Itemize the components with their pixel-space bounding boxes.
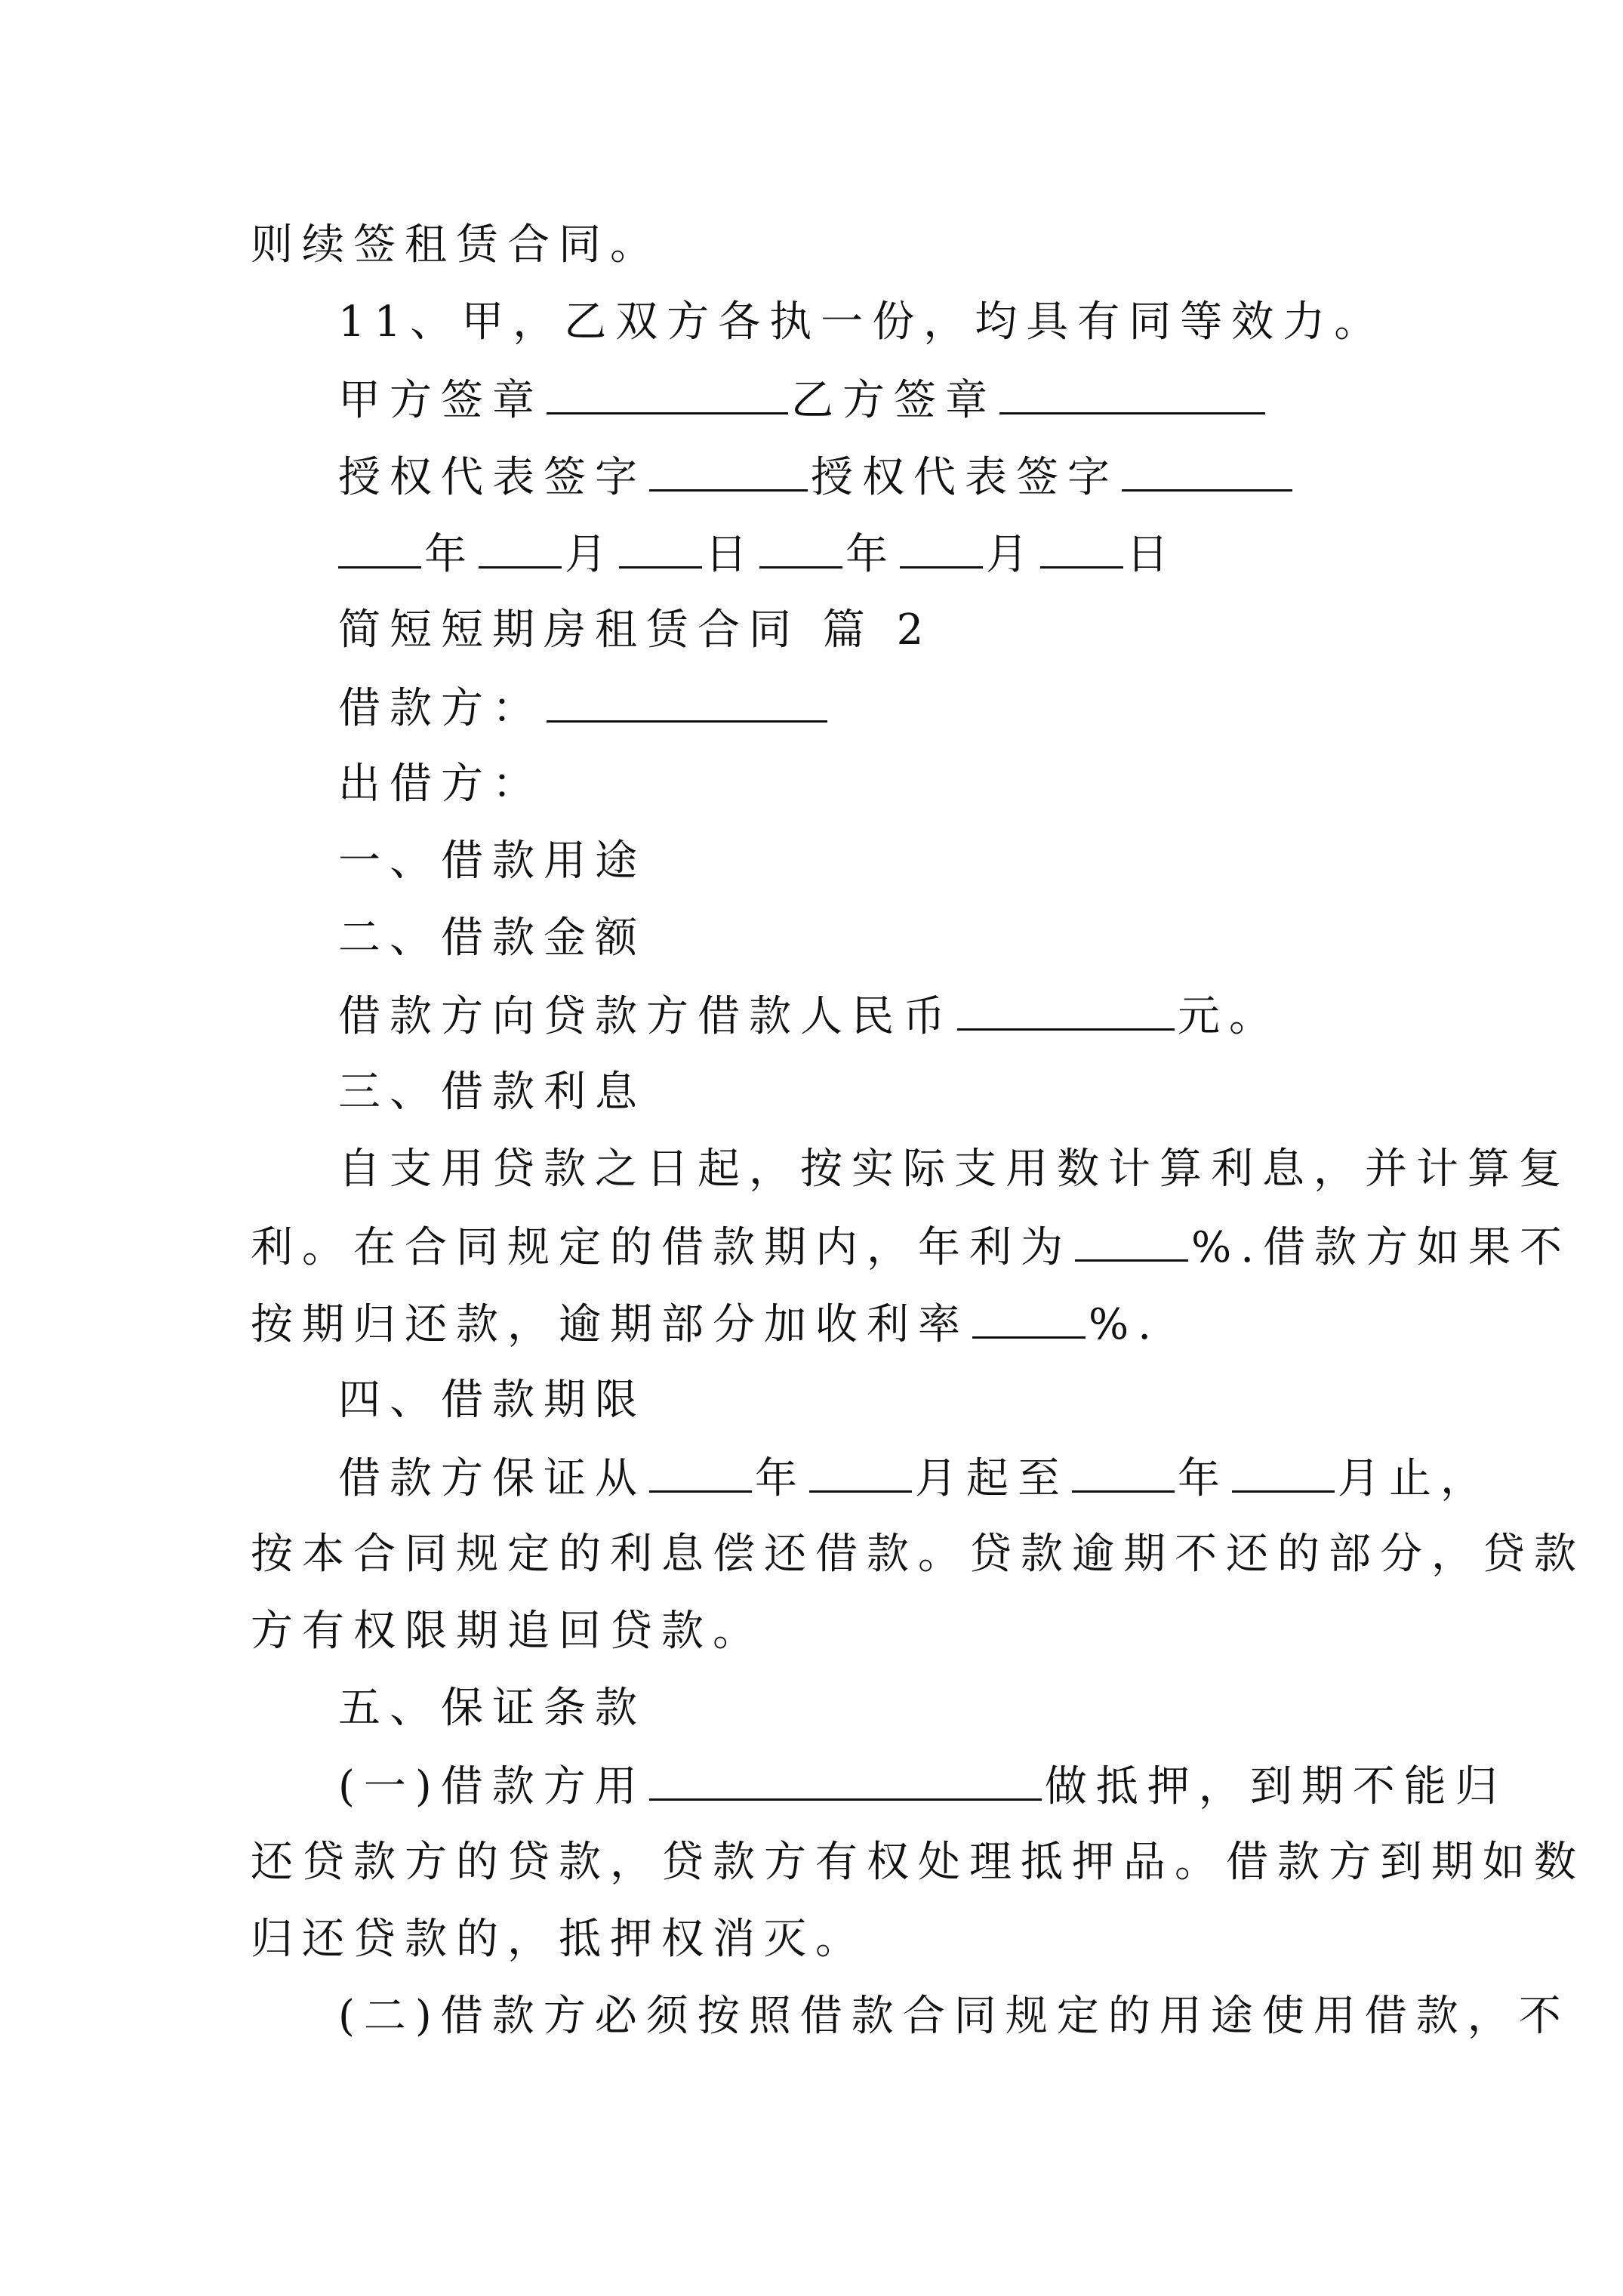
party-b-seal-label: 乙方签章 — [791, 376, 996, 425]
text-line — [251, 1836, 1585, 1889]
text-line — [251, 1297, 1160, 1351]
date-month-a: 月 — [565, 530, 616, 579]
blank-field — [1040, 527, 1123, 569]
section-title-line — [338, 604, 932, 657]
blank-field — [957, 989, 1175, 1031]
heading-loan-interest: 三、借款利息 — [338, 1068, 646, 1117]
blank-field — [479, 527, 562, 569]
date-line — [338, 527, 1178, 581]
heading-line — [338, 835, 646, 888]
blank-field — [759, 527, 842, 569]
paragraph-text: 则续签租赁合同。 — [251, 220, 661, 270]
paragraph-text: (二)借款方必须按照借款合同规定的用途使用借款，不 — [338, 1992, 1570, 2041]
blank-field — [649, 450, 808, 492]
heading-line — [338, 912, 646, 965]
heading-loan-amount: 二、借款金额 — [338, 914, 646, 963]
blank-field — [619, 527, 702, 569]
heading-line — [338, 1374, 646, 1427]
paragraph-text: 按期归还款，逾期部分加收利率 — [251, 1300, 969, 1349]
paragraph-text: 归还贷款的，抵押权消灭。 — [251, 1915, 867, 1964]
date-year-a: 年 — [424, 530, 476, 579]
authorized-sign-label-b: 授权代表签字 — [811, 453, 1119, 502]
paragraph-text: (一)借款方用 — [338, 1762, 646, 1811]
blank-field — [547, 373, 788, 415]
text-line — [338, 1143, 1570, 1196]
paragraph-text: 方有权限期追回贷款。 — [251, 1607, 764, 1656]
paragraph-text: %. — [1089, 1300, 1161, 1349]
blank-field — [1122, 450, 1292, 492]
heading-guarantee-terms: 五、保证条款 — [338, 1684, 646, 1733]
party-a-seal-label: 甲方签章 — [338, 376, 544, 425]
section-title: 简短短期房租赁合同 篇 2 — [338, 606, 933, 655]
paragraph-text: 按本合同规定的利息偿还借款。贷款逾期不还的部分，贷款 — [251, 1530, 1585, 1579]
text-line — [338, 1990, 1570, 2043]
lender-label: 出借方： — [338, 760, 544, 809]
paragraph-text: 做抵押，到期不能归 — [1044, 1762, 1507, 1811]
paragraph-text: 自支用贷款之日起，按实际支用数计算利息，并计算复 — [338, 1145, 1570, 1194]
text-line — [251, 1913, 867, 1966]
date-year-b: 年 — [845, 530, 897, 579]
text-line — [251, 1605, 764, 1658]
blank-field — [972, 1297, 1086, 1339]
heading-line — [338, 1682, 646, 1735]
clause-11: 11、甲，乙双方各执一份，均具有同等效力。 — [338, 297, 1386, 347]
text-line — [338, 1451, 1492, 1505]
blank-field — [1072, 1451, 1175, 1493]
date-month-b: 月 — [986, 530, 1037, 579]
text-line — [251, 219, 661, 272]
text-line — [338, 296, 1385, 349]
paragraph-text: 年 — [755, 1454, 806, 1503]
date-day-b: 日 — [1126, 530, 1178, 579]
signature-line — [338, 450, 1295, 504]
text-line — [338, 758, 544, 811]
paragraph-text: 借款方向贷款方借款人民币 — [338, 992, 954, 1041]
blank-field — [1075, 1220, 1188, 1262]
blank-field — [900, 527, 983, 569]
signature-line — [338, 373, 1268, 427]
text-line — [338, 1759, 1507, 1814]
paragraph-text: 月止， — [1338, 1454, 1492, 1503]
heading-line — [338, 1066, 646, 1119]
text-line — [338, 989, 1280, 1043]
blank-field — [999, 373, 1265, 415]
date-day-a: 日 — [705, 530, 756, 579]
blank-field — [547, 681, 827, 723]
paragraph-text: 元。 — [1178, 992, 1280, 1041]
paragraph-text: 还贷款方的贷款，贷款方有权处理抵押品。借款方到期如数 — [251, 1838, 1585, 1887]
blank-field — [338, 527, 421, 569]
paragraph-text: 利。在合同规定的借款期内，年利为 — [251, 1223, 1072, 1272]
paragraph-text: 年 — [1178, 1454, 1229, 1503]
blank-field — [649, 1451, 752, 1493]
paragraph-text: %.借款方如果不 — [1191, 1223, 1572, 1272]
paragraph-text: 月起至 — [915, 1454, 1069, 1503]
authorized-sign-label-a: 授权代表签字 — [338, 453, 646, 502]
heading-loan-purpose: 一、借款用途 — [338, 837, 646, 886]
blank-field — [809, 1451, 912, 1493]
text-line — [251, 1220, 1571, 1274]
blank-field — [649, 1759, 1042, 1801]
paragraph-text: 借款方保证从 — [338, 1454, 646, 1503]
borrower-label: 借款方： — [338, 684, 544, 733]
blank-field — [1232, 1451, 1335, 1493]
text-line — [251, 1528, 1585, 1581]
text-line — [338, 681, 830, 735]
heading-loan-term: 四、借款期限 — [338, 1376, 646, 1425]
